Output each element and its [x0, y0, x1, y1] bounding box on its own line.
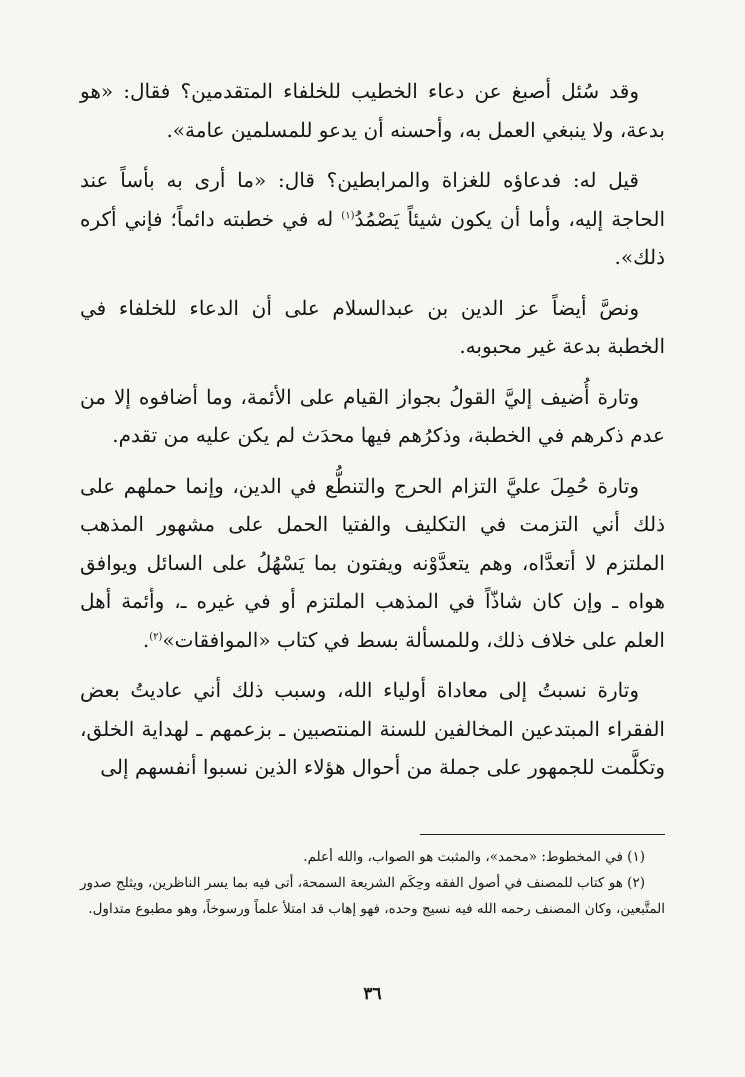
- paragraph-asbagh: [80, 72, 665, 149]
- paragraph-text: وتارة أُضيف إليَّ القولُ بجواز القيام على الأئمة، وما أضافوه إلا من عدم ذكرهم في الخطبة، وذكرُهم فيها محدَث لم يكن عليه من تقدم.: [80, 384, 665, 447]
- paragraph-izz: [80, 289, 665, 366]
- paragraph-aimma: [80, 378, 665, 455]
- paragraph-text: له في خطبته دائماً؛ فإني أكره ذلك».: [80, 206, 665, 269]
- book-page: [80, 72, 665, 1062]
- footnote-separator: [420, 834, 665, 835]
- paragraph-text: وقد سُئل أصبغ عن دعاء الخطيب للخلفاء المتقدمين؟ فقال: «هو بدعة، ولا ينبغي العمل به، وأحسنه أن يدعو للمسلمين عامة».: [80, 79, 665, 142]
- page-number: ٣٦: [363, 984, 382, 1004]
- paragraph-text: وتارة حُمِلَ عليَّ التزام الحرج والتنطُّع في الدين، وإنما حملهم على ذلك أني التزمت في التكليف والفتيا الحمل على مشهور المذهب الملتزم لا أتعدَّاه، وهم يتعدَّوْنه ويفتون بما يَسْهُلُ على السائل ويوافق هواه ـ وإن كان شاذّاً في المذهب الملتزم أو في غيره ـ، وأئمة أهل العلم على خلاف ذلك، وللمسألة بسط في كتاب «الموافقات»: [80, 473, 665, 652]
- paragraph-ghuzat: [80, 161, 665, 277]
- main-text: [80, 72, 665, 787]
- paragraph-text: ونصَّ أيضاً عز الدين بن عبدالسلام على أن الدعاء للخلفاء في الخطبة بدعة غير محبوبه.: [80, 295, 665, 358]
- paragraph-text: .: [142, 627, 150, 652]
- footnotes: [80, 844, 665, 922]
- paragraph-text: قيل له: فدعاؤه للغزاة والمرابطين؟ قال: «ما أرى به بأساً عند الحاجة إليه، وأما أن يكون شيئاً يَصْمُدُ: [80, 168, 665, 231]
- paragraph-awliya: [80, 671, 665, 787]
- paragraph-text: وتارة نسبتُ إلى معاداة أولياء الله، وسبب ذلك أني عاديتُ بعض الفقراء المبتدعين المخالفين للسنة المنتصبين ـ بزعمهم ـ لهداية الخلق، وتكلَّمت للجمهور على جملة من أحوال هؤلاء الذين نسبوا أنفسهم إلى: [80, 678, 665, 779]
- footnote-2: (٢) هو كتاب للمصنف في أصول الفقه وحِكَم الشريعة السمحة، أتى فيه بما يسر الناظرين، ويثلج صدور المتَّبعين، وكان المصنف رحمه الله فيه نسيج وحده، فهو إهاب قد امتلأ علماً ورسوخاً، وهو مطبوع متداول.: [80, 875, 665, 917]
- footnote-ref-1[interactable]: (١): [341, 209, 355, 221]
- footnote-1: (١) في المخطوط: «محمد»، والمثبت هو الصواب، والله أعلم.: [303, 849, 645, 865]
- footnote-ref-2[interactable]: (٢): [149, 630, 163, 642]
- paragraph-haraj: [80, 467, 665, 660]
